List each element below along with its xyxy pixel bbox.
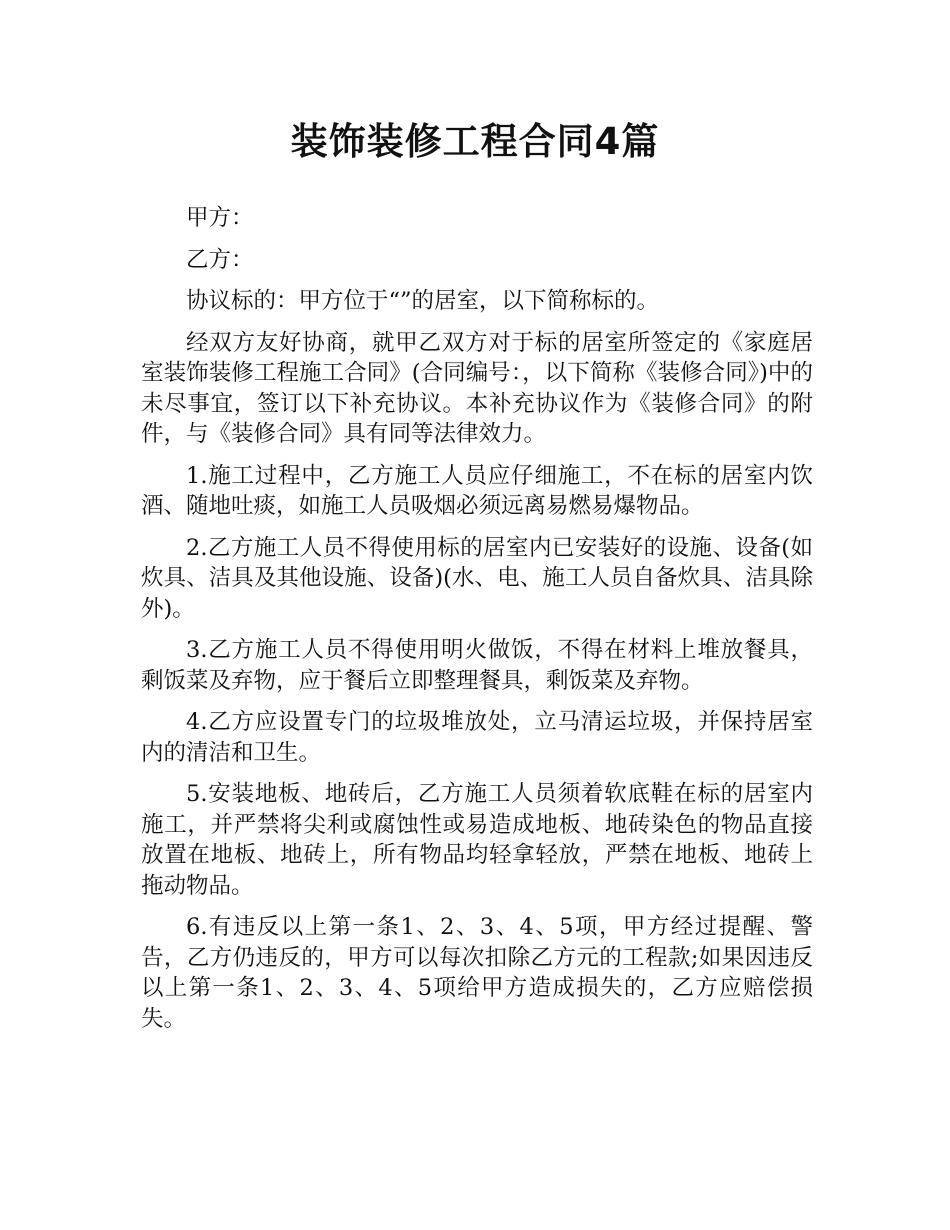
clause-6: 6.有违反以上第一条1、2、3、4、5项，甲方经过提醒、警告，乙方仍违反的，甲方可以每次扣除乙方元的工程款;如果因违反以上第一条1、2、3、4、5项给甲方造成损失的，乙方应赔偿损失。 — [141, 914, 813, 1032]
document-body — [141, 203, 813, 1045]
clause-5: 5.安装地板、地砖后，乙方施工人员须着软底鞋在标的居室内施工，并严禁将尖利或腐蚀性或易造成地板、地砖染色的物品直接放置在地板、地砖上，所有物品均轻拿轻放，严禁在地板、地砖上拖动物品。 — [141, 781, 813, 899]
clause-2: 2.乙方施工人员不得使用标的居室内已安装好的设施、设备(如炊具、洁具及其他设施、设备)(水、电、施工人员自备炊具、洁具除外)。 — [141, 534, 813, 622]
subject-matter-paragraph: 协议标的：甲方位于“”的居室，以下简称标的。 — [186, 288, 660, 314]
clause-4: 4.乙方应设置专门的垃圾堆放处，立马清运垃圾，并保持居室内的清洁和卫生。 — [141, 709, 813, 766]
party-b-line: 乙方： — [186, 246, 254, 273]
clause-3: 3.乙方施工人员不得使用明火做饭，不得在材料上堆放餐具，剩饭菜及弃物，应于餐后立即整理餐具，剩饭菜及弃物。 — [141, 637, 813, 694]
document-title: 装饰装修工程合同4篇 — [290, 120, 660, 163]
preamble-paragraph: 经双方友好协商，就甲乙双方对于标的居室所签定的《家庭居室装饰装修工程施工合同》(合同编号：，以下简称《装修合同》)中的未尽事宜，签订以下补充协议。本补充协议作为《装修合同》的附件，与《装修合同》具有同等法律效力。 — [141, 329, 813, 447]
clause-1: 1.施工过程中，乙方施工人员应仔细施工，不在标的居室内饮酒、随地吐痰，如施工人员吸烟必须远离易燃易爆物品。 — [141, 462, 813, 519]
party-a-line: 甲方： — [186, 205, 254, 231]
